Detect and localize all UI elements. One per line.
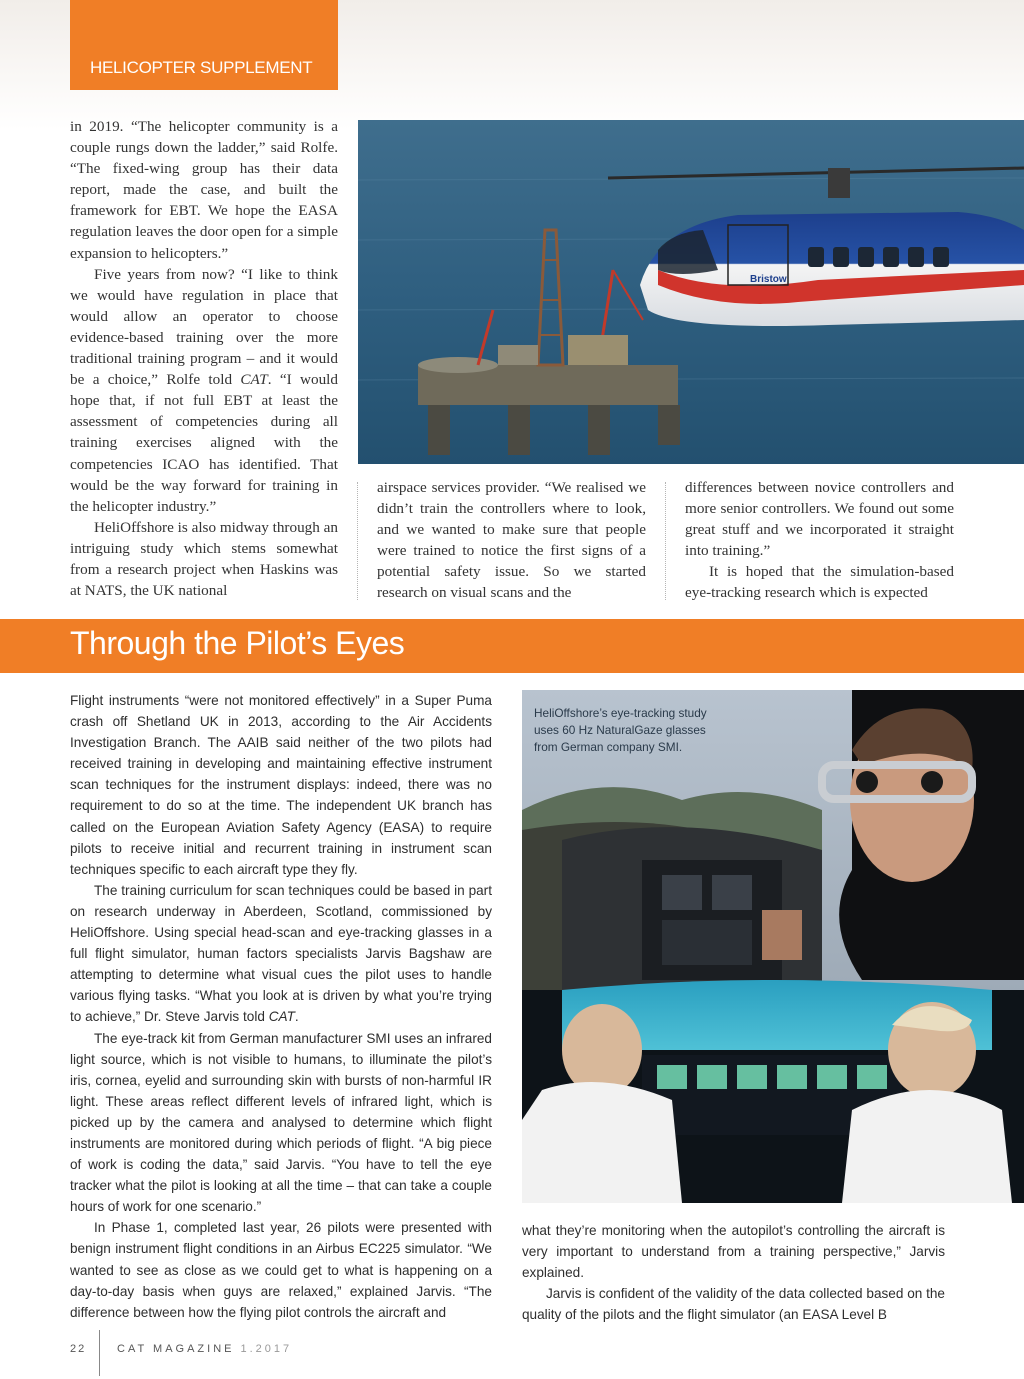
article-paragraph: differences between novice controllers and more senior controllers. We found out some great stuff and we incorporated it straight into training.” xyxy=(685,479,954,560)
section-label: HELICOPTER SUPPLEMENT xyxy=(90,58,313,77)
article-column-2 xyxy=(377,477,646,604)
sidebar-column-2 xyxy=(522,1220,945,1325)
sidebar-banner xyxy=(0,619,1024,673)
text-run: Five years from now? “I like to think we would have regulation in place that would allow an operator to choose evidence-based training over the more traditional training program – and it would be a choice,” Rolfe told xyxy=(70,265,338,389)
sidebar-column-1 xyxy=(70,690,492,1323)
sidebar-title: Through the Pilot’s Eyes xyxy=(70,625,405,661)
issue-number: 1.2017 xyxy=(240,1343,293,1355)
sidebar-paragraph: Flight instruments “were not monitored effectively” in a Super Puma crash off Shetland UK in 2013, according to the Air Accidents Investigation Branch. The AAIB said neither of the two pilots had received training in developing and maintaining effective instrument scan techniques for the instrument displays: indeed, there was no requirement to do so at the time. The independent UK branch has called on the European Aviation Safety Agency (EASA) to require pilots to receive initial and recurrent training in instrument scan techniques specific to each aircraft type they fly. xyxy=(70,693,492,877)
article-column-3 xyxy=(685,477,954,604)
sidebar-paragraph: The eye-track kit from German manufacturer SMI uses an infrared light source, which is not visible to humans, to illuminate the pilot’s iris, cornea, eyelid and surrounding skin with bursts of non-harmful IR light. These areas reflect different levels of infrared light, which is picked up by the camera and analysed to determine which flight instruments are monitored during which periods of flight. “A big piece of work is coding the data,” said Jarvis. “You have to tell the eye tracker what the pilot is looking at all the time – that can take a couple hours of work for one scenario.” xyxy=(70,1030,492,1215)
column-divider xyxy=(357,482,358,600)
page-footer xyxy=(0,1330,1024,1379)
footer-divider xyxy=(99,1330,100,1376)
column-divider xyxy=(665,482,666,600)
text-run: . xyxy=(294,1009,299,1025)
text-run: The training curriculum for scan techniques could be based in part on research underway in Aberdeen, Scotland, commissioned by HeliOffshore. Using special head-scan and eye-tracking glasses in a full flight simulator, human factors specialists Jarvis Bagshaw are attempting to determine what visual cues the pilot uses to handle various flying tasks. “What you look at is driven by what you’re trying to achieve,” Dr. Steve Jarvis told xyxy=(70,882,492,1025)
magazine-issue xyxy=(117,1343,292,1355)
sidebar-paragraph: In Phase 1, completed last year, 26 pilots were presented with benign instrument flight conditions in an Airbus EC225 simulator. “We wanted to see as close as we could get to what is happening on a day-to-day basis when guys are relaxed,” explained Jarvis. “The difference between how the flying pilot controls the aircraft and xyxy=(70,1220,492,1320)
article-paragraph: HeliOffshore is also midway through an intriguing study which stems somewhat from a research project when Haskins was at NATS, the UK national xyxy=(70,518,338,600)
section-tab xyxy=(70,0,338,90)
magazine-name-italic: CAT xyxy=(240,371,268,389)
article-column-1 xyxy=(70,116,338,601)
helicopter-photo-art xyxy=(358,120,1024,464)
sidebar-paragraph: Jarvis is confident of the validity of the data collected based on the quality of the pilots and the flight simulator (an EASA Level B xyxy=(522,1286,945,1323)
magazine-name: CAT MAGAZINE xyxy=(117,1343,235,1355)
eye-tracking-simulator-photo xyxy=(522,690,1024,1203)
article-paragraph xyxy=(70,264,338,517)
text-run: . “I would hope that, if not full EBT at least the assessment of competencies during all training exercises aligned with the competencies ICAO has identified. That would be the way forward for training in the helicopter industry.” xyxy=(70,371,338,515)
livery-text: Bristow xyxy=(750,274,787,285)
photo-caption: HeliOffshore’s eye-tracking study uses 60 Hz NaturalGaze glasses from German company SMI. xyxy=(534,706,707,754)
helicopter-oil-rig-photo xyxy=(358,120,1024,464)
article-paragraph: airspace services provider. “We realised we didn’t train the controllers where to look, and we wanted to make sure that people were trained to notice the first signs of a potential safety issue. So we started research on visual scans and the xyxy=(377,479,646,602)
article-paragraph: in 2019. “The helicopter community is a couple rungs down the ladder,” said Rolfe. “The fixed-wing group has their data report, made the case, and built the framework for EBT. We hope the EASA regulation leaves the door open for a simple expansion to helicopters.” xyxy=(70,118,338,262)
sidebar-paragraph xyxy=(70,880,492,1028)
simulator-photo-art xyxy=(522,690,1024,1203)
sidebar-paragraph: what they’re monitoring when the autopilot’s controlling the aircraft is very important to understand from a training perspective,” Jarvis explained. xyxy=(522,1223,945,1281)
page-number: 22 xyxy=(70,1343,87,1355)
article-paragraph: It is hoped that the simulation-based eye-tracking research which is expected xyxy=(685,563,954,602)
magazine-name-italic: CAT xyxy=(268,1009,295,1025)
